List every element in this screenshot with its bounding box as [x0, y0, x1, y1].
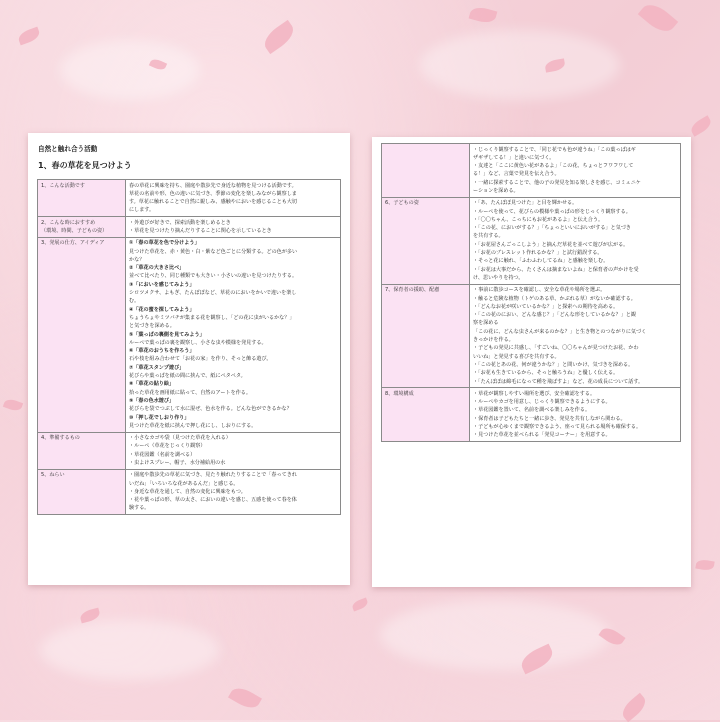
content-line: ・身近な草花を通して、自然の変化に興味をもつ。 [129, 488, 246, 495]
content-line: ・「〇〇ちゃん、こっちにもお花があるよ」と伝え合う。 [473, 216, 604, 223]
content-line: ザギザしてる！」と違いに気づく。 [473, 154, 555, 161]
petal-decoration [260, 20, 298, 54]
content-line: ・友達と「ここに黄色い花があるよ」「この花、ちょっとフワフワして [473, 163, 634, 170]
content-line: ・触ると危険な植物（トゲのある草、かぶれる草）がないか確認する。 [473, 295, 636, 302]
table-row [382, 144, 681, 198]
content-line: ルーペで葉っぱの裏を観察し、小さな虫や模様を発見する。 [129, 339, 267, 346]
document-title: 自然と触れ合う活動 [38, 145, 98, 153]
content-line: ・ルーペ（草花をじっくり観察） [129, 443, 206, 450]
content-line: ・外遊びが好きで、探索活動を楽しめるとき [129, 219, 231, 226]
content-line: ①「春の草花を色で分けよう」 [129, 240, 200, 247]
water-reflection [420, 30, 620, 100]
content-line: る！」など、言葉で発見を伝え合う。 [473, 171, 560, 178]
table-row [382, 284, 681, 388]
row-content [470, 144, 681, 198]
row-label-text: 1、こんな活動です [41, 182, 85, 189]
content-line: 見つけた草花を紙に挟んで押し花にし、しおりにする。 [129, 422, 257, 429]
plan-table [37, 179, 341, 515]
content-line: ・そっと花に触れ、「ふわふわしてるね」と感触を楽しむ。 [473, 258, 609, 265]
content-line: を共有する。 [473, 233, 504, 240]
content-line: ちょうちょやミツバチが集まる花を観察し、「どの花に虫がいるかな？」 [129, 314, 295, 321]
content-line: ・「あ、たんぽぽ見つけた」と目を輝かせる。 [473, 200, 578, 207]
row-content [126, 469, 341, 514]
row-content [470, 284, 681, 388]
row-label [38, 237, 126, 432]
row-content [126, 237, 341, 432]
content-line: ・「この花とあの花、何が違うかな？」と問いかけ、気づきを深める。 [473, 361, 634, 368]
content-line: ・草花が観察しやすい場所を選び、安全確認をする。 [473, 390, 596, 397]
content-line: 春の草花に興味を持ち、園庭や散歩先で身近な植物を見つける活動です。 [129, 182, 297, 189]
content-line: ・子どもの発見に共感し、「すごいね、〇〇ちゃんが見つけたお花、かわ [473, 345, 639, 352]
content-line: ⑧「草花の貼り絵」 [129, 381, 175, 388]
content-line: 拾った草花を画用紙に貼って、自然のアートを作る。 [129, 389, 251, 396]
content-line: ・事前に散歩コースを確認し、安全な草花や場所を選ぶ。 [473, 287, 606, 294]
petal-decoration [228, 684, 262, 713]
row-label-text: 8、環境構成 [385, 390, 414, 397]
table-row [382, 197, 681, 284]
content-line: ・ルーペを使って、花びらの模様や葉っぱの形をじっくり観察する。 [473, 208, 631, 215]
document-page-1 [28, 133, 350, 585]
content-line: ・「お花のブレスレット作れるかな？」と試行錯誤する。 [473, 250, 603, 257]
row-content [126, 432, 341, 469]
table-row [38, 237, 341, 432]
content-line: け、思いやりを持つ。 [473, 274, 524, 281]
petal-decoration [695, 559, 714, 572]
petal-decoration [688, 115, 713, 136]
row-content [126, 217, 341, 238]
row-label-text: 4、準備するもの [41, 435, 80, 442]
content-line: す。草花に触れることで自然に親しみ、感触やにおいを感じることも大切 [129, 199, 297, 206]
section-heading: 1、春の草花を見つけよう [38, 161, 132, 170]
row-label [382, 388, 470, 442]
petal-decoration [351, 598, 369, 612]
row-label [382, 284, 470, 388]
content-line: ・草花図鑑を置いて、名前を調べる楽しみを作る。 [473, 407, 591, 414]
content-line: 「この花に、どんな虫さんが来るのかな？」と生き物とのつながりに気づく [473, 328, 647, 335]
content-line: と気づきを深める。 [129, 323, 175, 330]
row-label-text: （環境、時間、子どもの姿） [41, 227, 108, 234]
content-line: ⑦「草花スタンプ遊び」 [129, 364, 185, 371]
row-label [38, 469, 126, 514]
content-line: ⑨「春の色水遊び」 [129, 397, 175, 404]
content-line: 見つけた草花を、赤・黄色・白・紫など色ごとに分類する。どの色が多い [129, 248, 298, 255]
content-line: ・子どもが心ゆくまで観察できるよう、座って見られる場所も確保する。 [473, 424, 642, 430]
table-row [38, 469, 341, 514]
table-row [382, 388, 681, 442]
content-line: ・「どんなお花が咲いているかな？」と探索への期待を高める。 [473, 303, 619, 310]
content-line: ⑥「草花のおうちを作ろう」 [129, 348, 195, 355]
content-line: ・「お花は大事だから、たくさんは摘まないよね」と保育者の声かけを受 [473, 266, 639, 273]
table-row [38, 180, 341, 217]
row-label-text: 5、ねらい [41, 472, 65, 479]
row-label-text: 2、こんな時におすすめ [41, 219, 96, 226]
content-line: 石や枝を組み合わせて「お花の家」を作り、そっと飾る遊び。 [129, 356, 272, 363]
content-line: きっかけを作る。 [473, 337, 514, 344]
content-line: ・「この花のにおい、どんな感じ？」「どんな形をしているかな？」と観 [473, 312, 636, 319]
content-line: ・「たんぽぽは綿毛になって種を飛ばすよ」など、花の成長について話す。 [473, 378, 644, 385]
content-line: 花びらを袋でつぶして水に混ぜ、色水を作る。どんな色ができるかな？ [129, 406, 292, 413]
row-content [470, 388, 681, 442]
content-line: む。 [129, 298, 140, 305]
content-line: 験する。 [129, 505, 150, 512]
petal-decoration [618, 693, 649, 722]
water-reflection [60, 40, 200, 100]
content-line: 花びらや葉っぱを紙の間に挟んで、紙にペタペタ。 [129, 373, 246, 380]
content-line: ・草花図鑑（名前を調べる） [129, 451, 196, 458]
table-row [38, 217, 341, 238]
content-line: ・見つけた草花を並べられる「発見コーナー」を用意する。 [473, 432, 611, 439]
water-reflection [380, 600, 610, 670]
row-content [126, 180, 341, 217]
content-line: かな？ [129, 256, 145, 263]
content-line: ③「においを感じてみよう」 [129, 281, 195, 288]
content-line: ・一緒に探索することで、他の子の発見を知る楽しさを感じ、コミュニケ [473, 179, 641, 186]
content-line: 草花の名前や形、色の違いに気づき、季節の変化を楽しみながら観察しま [129, 190, 297, 197]
row-label [382, 197, 470, 284]
row-label-text: 6、子どもの姿 [385, 200, 419, 207]
content-line: シロツメクサ、よもぎ、たんぽぽなど、草花のにおいをかいで違いを楽し [129, 290, 297, 297]
content-line: ④「花の蜜を探してみよう」 [129, 306, 195, 313]
content-line: ・「この花、においがする？」「ちょっといいにおいがする」と気づき [473, 225, 631, 232]
content-line: いだね」「いろいろな花があるんだ」と感じる。 [129, 480, 239, 487]
row-label-text: 7、保育者の援助、配慮 [385, 287, 440, 294]
petal-decoration [638, 0, 678, 37]
water-reflection [40, 620, 220, 680]
content-line: ・小さなカゴや袋（見つけた草花を入れる） [129, 435, 231, 442]
petal-decoration [17, 27, 42, 46]
table-row [38, 432, 341, 469]
petal-decoration [3, 397, 23, 413]
content-line: にします。 [129, 207, 155, 214]
row-label [38, 217, 126, 238]
row-content [470, 197, 681, 284]
content-line: ・ルーペやカゴを用意し、じっくり観察できるようにする。 [473, 399, 611, 406]
content-line: ・じっくり観察することで、「同じ花でも色が違うね」「この葉っぱはギ [473, 146, 636, 153]
content-line: ⑤「葉っぱの裏側を見てみよう」 [129, 331, 205, 338]
content-line: ーションを深める。 [473, 187, 519, 194]
row-label [382, 144, 470, 198]
content-line: ・虫よけスプレー、帽子、水分補給用の水 [129, 460, 226, 466]
row-label [38, 432, 126, 469]
plan-table-continued [381, 143, 681, 442]
content-line: ・「お花も生きているから、そっと触ろうね」と優しく伝える。 [473, 370, 619, 377]
content-line: いいね」と発見する喜びを共有する。 [473, 353, 560, 360]
content-line: ・花や葉っぱの形、草の太さ、においの違いを感じ、五感を使って春を体 [129, 497, 297, 504]
row-label [38, 180, 126, 217]
content-line: ⑩「押し花でしおり作り」 [129, 414, 190, 421]
content-line: ②「草花の大きさ比べ」 [129, 265, 185, 272]
content-line: ・園庭や散歩先の草花に気づき、見たり触れたりすることで「春ってきれ [129, 472, 297, 479]
content-line: ・「お花屋さんごっこしよう」と摘んだ草花を並べて遊びが広がる。 [473, 241, 629, 248]
content-line: 並べて比べたり、同じ種類でも大きい・小さいの違いを見つけたりする。 [129, 273, 298, 280]
content-line: 察を深める [473, 320, 499, 327]
document-page-2 [372, 137, 691, 587]
content-line: ・草花を見つけたり摘んだりすることに関心を示しているとき [129, 227, 272, 234]
row-label-text: 3、発展の仕方、アイディア [41, 240, 105, 247]
content-line: ・保育者は子どもたちと一緒に歩き、発見を共有しながら関わる。 [473, 415, 626, 422]
petal-decoration [469, 5, 498, 25]
